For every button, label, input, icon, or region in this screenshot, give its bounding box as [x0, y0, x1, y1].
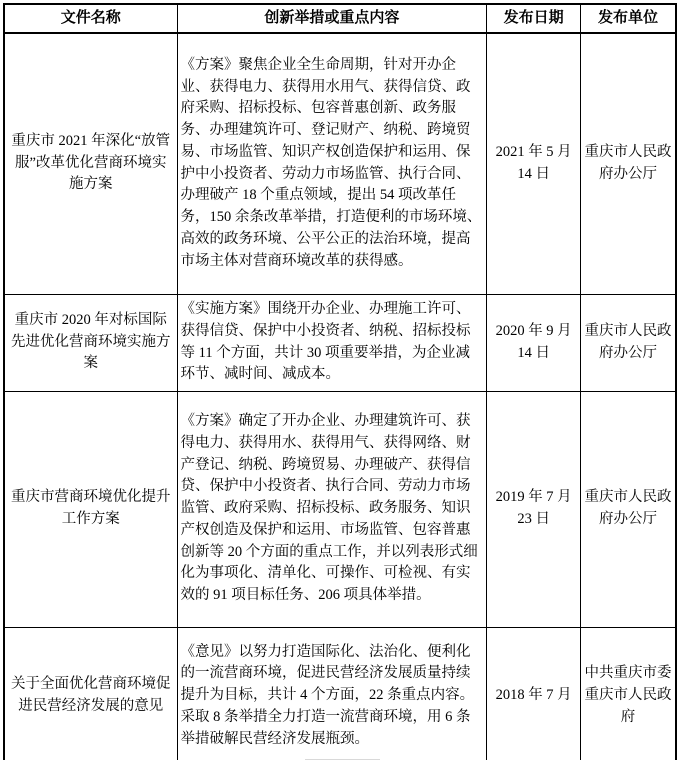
doc-name-cell: 重庆市 2021 年深化“放管服”改革优化营商环境实施方案 [4, 33, 177, 295]
doc-name-cell: 重庆市营商环境优化提升工作方案 [4, 391, 177, 627]
doc-unit-cell: 重庆市人民政府办公厅 [580, 391, 676, 627]
column-header-unit: 发布单位 [580, 4, 676, 33]
doc-content-cell: 《方案》确定了开办企业、办理建筑许可、获得电力、获得用水、获得用气、获得网络、财产登记、纳税、跨境贸易、办理破产、获得信贷、保护中小投资者、执行合同、劳动力市场监管、政府采购、招标投标、政务服务、知识产权创造及保护和运用、市场监管、包容普惠创新等 20 个方面的重点工作，并以列表形式细化为事项化、清单化、可操作、可检视、有实效的 91 项目标任务、206 项具体举措。 [177, 391, 487, 627]
column-header-content: 创新举措或重点内容 [177, 4, 487, 33]
table-row [4, 33, 676, 295]
doc-date-cell: 2021 年 5 月 14 日 [487, 33, 581, 295]
doc-content-cell: 《实施方案》围绕开办企业、办理施工许可、获得信贷、保护中小投资者、纳税、招标投标等 11 个方面，共计 30 项重要举措，为企业减环节、减时间、减成本。 [177, 294, 487, 391]
doc-date-cell: 2020 年 9 月 14 日 [487, 294, 581, 391]
doc-unit-cell: 重庆市人民政府办公厅 [580, 294, 676, 391]
column-header-date: 发布日期 [487, 4, 581, 33]
table-row [4, 627, 676, 760]
doc-name-cell: 重庆市 2020 年对标国际先进优化营商环境实施方案 [4, 294, 177, 391]
doc-name-cell: 关于全面优化营商环境促进民营经济发展的意见 [4, 627, 177, 760]
documents-table [3, 3, 677, 760]
doc-unit-cell: 重庆市人民政府办公厅 [580, 33, 676, 295]
doc-date-cell: 2019 年 7 月 23 日 [487, 391, 581, 627]
doc-date-cell: 2018 年 7 月 [487, 627, 581, 760]
doc-unit-cell: 中共重庆市委重庆市人民政府 [580, 627, 676, 760]
table-header-row [4, 4, 676, 33]
table-row [4, 294, 676, 391]
doc-content-cell: 《意见》以努力打造国际化、法治化、便利化的一流营商环境，促进民营经济发展质量持续提升为目标，共计 4 个方面，22 条重点内容。采取 8 条举措全力打造一流营商环境，用 6 条举措破解民营经济发展瓶颈。 [177, 627, 487, 760]
doc-content-cell: 《方案》聚焦企业全生命周期，针对开办企业、获得电力、获得用水用气、获得信贷、政府采购、招标投标、包容普惠创新、政务服务、办理建筑许可、登记财产、纳税、跨境贸易、市场监管、知识产权创造保护和运用、保护中小投资者、劳动力市场监管、执行合同、办理破产 18 个重点领域，提出 54 项改革任务，150 余条改革举措，打造便利的市场环境、高效的政务环境、公平公正的法治环境，提高市场主体对营商环境改革的获得感。 [177, 33, 487, 295]
column-header-file-name: 文件名称 [4, 4, 177, 33]
table-row [4, 391, 676, 627]
